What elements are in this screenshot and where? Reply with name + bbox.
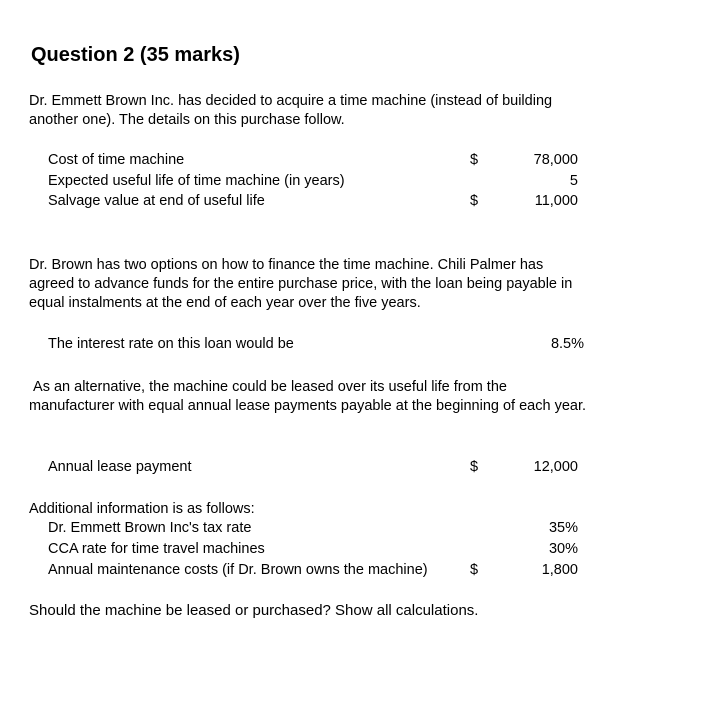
financing-paragraph: Dr. Brown has two options on how to finance the time machine. Chili Palmer has agreed to advance funds for the entire purchase price, with the loan being payable in equal instalments at the end of each year over the five years. (29, 257, 573, 311)
cost-label: Cost of time machine (48, 152, 185, 168)
lease-payment-label: Annual lease payment (48, 459, 192, 475)
cost-row (0, 152, 714, 172)
tax-rate-label: Dr. Emmett Brown Inc's tax rate (48, 520, 252, 536)
lease-payment-row (0, 459, 714, 479)
cca-rate-row (0, 541, 714, 561)
salvage-row (0, 193, 714, 213)
salvage-currency: $ (470, 193, 479, 209)
question-title: Question 2 (35 marks) (31, 44, 240, 66)
cca-rate-value: 30% (548, 541, 578, 557)
tax-rate-row (0, 520, 714, 540)
useful-life-row (0, 173, 714, 193)
interest-label: The interest rate on this loan would be (48, 336, 294, 352)
lease-payment-value: 12,000 (533, 459, 578, 475)
salvage-value: 11,000 (534, 193, 578, 209)
interest-row (0, 336, 714, 356)
cost-value: 78,000 (533, 152, 578, 168)
maintenance-label: Annual maintenance costs (if Dr. Brown owns the machine) (48, 562, 428, 578)
cost-currency: $ (470, 152, 479, 168)
maintenance-row (0, 562, 714, 582)
interest-value: 8.5% (550, 336, 584, 352)
tax-rate-value: 35% (548, 520, 578, 536)
useful-life-label: Expected useful life of time machine (in years) (48, 173, 345, 189)
maintenance-currency: $ (470, 562, 479, 578)
lease-payment-currency: $ (470, 459, 479, 475)
question-prompt: Should the machine be leased or purchased? Show all calculations. (29, 602, 479, 619)
useful-life-value: 5 (569, 173, 578, 189)
cca-rate-label: CCA rate for time travel machines (48, 541, 265, 557)
lease-paragraph: As an alternative, the machine could be leased over its useful life from the manufacturer with equal annual lease payments payable at the beginning of each year. (29, 379, 587, 414)
additional-heading: Additional information is as follows: (29, 501, 255, 517)
salvage-label: Salvage value at end of useful life (48, 193, 265, 209)
maintenance-value: 1,800 (541, 562, 578, 578)
intro-paragraph: Dr. Emmett Brown Inc. has decided to acquire a time machine (instead of building another one). The details on this purchase follow. (29, 93, 553, 128)
